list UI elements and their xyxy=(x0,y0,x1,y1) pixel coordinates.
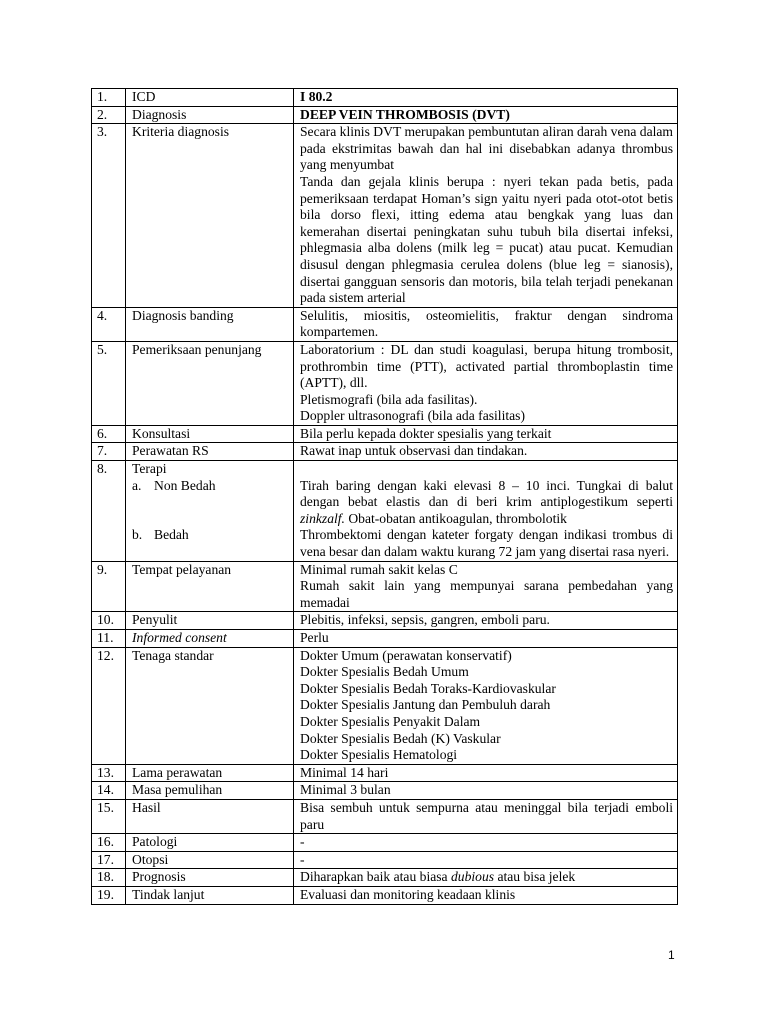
table-row xyxy=(92,834,678,852)
content-paragraph: Secara klinis DVT merupakan pembuntutan aliran darah vena dalam pada ekstrimitas bawah dan hal ini disebabkan adanya thrombus yang menyumbat xyxy=(300,124,673,173)
row-number: 17. xyxy=(92,851,126,869)
table-row-prognosis xyxy=(92,869,678,887)
row-content xyxy=(294,124,678,308)
row-content: Plebitis, infeksi, sepsis, gangren, emboli paru. xyxy=(294,612,678,630)
sub-label: Non Bedah xyxy=(154,477,216,493)
clinical-pathway-table xyxy=(91,88,678,905)
content-line: Dokter Spesialis Bedah (K) Vaskular xyxy=(300,730,501,746)
table-row-terapi xyxy=(92,461,678,562)
table-row xyxy=(92,124,678,308)
row-number: 5. xyxy=(92,341,126,425)
sub-key: b. xyxy=(132,527,143,543)
row-label: Hasil xyxy=(126,799,294,833)
row-number: 6. xyxy=(92,425,126,443)
row-label: Tindak lanjut xyxy=(126,886,294,904)
row-content: Diharapkan baik atau biasa dubious atau bisa jelek xyxy=(294,869,678,887)
content-line: Dokter Spesialis Bedah Toraks-Kardiovaskular xyxy=(300,680,556,696)
table-row xyxy=(92,89,678,107)
row-content xyxy=(294,561,678,612)
row-label: Otopsi xyxy=(126,851,294,869)
row-content: Minimal 3 bulan xyxy=(294,782,678,800)
row-content xyxy=(294,341,678,425)
row-label: Patologi xyxy=(126,834,294,852)
row-number: 12. xyxy=(92,647,126,764)
content-line: Dokter Umum (perawatan konservatif) xyxy=(300,647,512,663)
content-paragraph: Doppler ultrasonografi (bila ada fasilitas) xyxy=(300,408,525,424)
row-label: Tempat pelayanan xyxy=(126,561,294,612)
table-row xyxy=(92,425,678,443)
row-content: - xyxy=(294,851,678,869)
content-line: Dokter Spesialis Jantung dan Pembuluh darah xyxy=(300,697,551,713)
table-row xyxy=(92,764,678,782)
row-number: 10. xyxy=(92,612,126,630)
table-row xyxy=(92,851,678,869)
row-content: Bisa sembuh untuk sempurna atau meninggal bila terjadi emboli paru xyxy=(294,799,678,833)
row-number: 14. xyxy=(92,782,126,800)
row-number: 19. xyxy=(92,886,126,904)
row-content xyxy=(294,461,678,562)
row-content: Evaluasi dan monitoring keadaan klinis xyxy=(294,886,678,904)
sub-label: Bedah xyxy=(154,527,189,543)
row-content: Perlu xyxy=(294,630,678,648)
table-row xyxy=(92,799,678,833)
content-line: Dokter Spesialis Bedah Umum xyxy=(300,664,469,680)
content-paragraph: Tanda dan gejala klinis berupa : nyeri tekan pada betis, pada pemeriksaan terdapat Homan’s sign yaitu nyeri pada otot-otot betis bila dorso flexi, itting edema atau bengkak yang luas dan kemerahan disertai peningkatan suhu tubuh bila disertai infeksi, phlegmasia alba dolens (milk leg = pucat) atau pucat. Kemudian disusul dengan phlegmasia cerulea dolens (blue leg = sianosis), disertai gangguan sensoris dan motoris, bila telah terjadi penekanan pada sistem arterial xyxy=(300,173,673,306)
icd-code: I 80.2 xyxy=(294,89,678,107)
row-label: ICD xyxy=(126,89,294,107)
row-label: Informed consent xyxy=(126,630,294,648)
row-number: 8. xyxy=(92,461,126,562)
row-label: Penyulit xyxy=(126,612,294,630)
content-line: Dokter Spesialis Penyakit Dalam xyxy=(300,713,481,729)
row-label: Kriteria diagnosis xyxy=(126,124,294,308)
row-content: Rawat inap untuk observasi dan tindakan. xyxy=(294,443,678,461)
content-paragraph: Minimal rumah sakit kelas C xyxy=(300,561,458,577)
content-line: Dokter Spesialis Hematologi xyxy=(300,747,458,763)
terapi-sub-a xyxy=(132,478,289,495)
table-row xyxy=(92,647,678,764)
row-label xyxy=(126,461,294,562)
row-number: 4. xyxy=(92,307,126,341)
content-paragraph: Laboratorium : DL dan studi koagulasi, berupa hitung trombosit, prothrombin time (PTT), activated partial thromboplastin time (APTT), dll. xyxy=(300,341,673,391)
row-number: 16. xyxy=(92,834,126,852)
row-label: Konsultasi xyxy=(126,425,294,443)
non-bedah-text: Tirah baring dengan kaki elevasi 8 – 10 inci. Tungkai di balut dengan bebat elastis dan di beri krim antiplogestikum seperti zinkzalf. Obat-obatan antikoagulan, thrombolotik xyxy=(300,477,673,526)
row-label: Diagnosis banding xyxy=(126,307,294,341)
row-label: Lama perawatan xyxy=(126,764,294,782)
row-content: - xyxy=(294,834,678,852)
row-number: 13. xyxy=(92,764,126,782)
content-paragraph: Rumah sakit lain yang mempunyai sarana pembedahan yang memadai xyxy=(300,578,673,610)
row-label: Pemeriksaan penunjang xyxy=(126,341,294,425)
row-content xyxy=(294,647,678,764)
terapi-sub-b xyxy=(132,527,289,544)
row-content: Minimal 14 hari xyxy=(294,764,678,782)
content-paragraph: Pletismografi (bila ada fasilitas). xyxy=(300,391,478,407)
row-number: 9. xyxy=(92,561,126,612)
terapi-label: Terapi xyxy=(132,461,167,477)
row-content: Selulitis, miositis, osteomielitis, fraktur dengan sindroma kompartemen. xyxy=(294,307,678,341)
row-label: Perawatan RS xyxy=(126,443,294,461)
row-label: Prognosis xyxy=(126,869,294,887)
page-number: 1 xyxy=(668,948,675,962)
diagnosis-title: DEEP VEIN THROMBOSIS (DVT) xyxy=(294,106,678,124)
row-number: 2. xyxy=(92,106,126,124)
row-number: 1. xyxy=(92,89,126,107)
row-content: Bila perlu kepada dokter spesialis yang terkait xyxy=(294,425,678,443)
table-row xyxy=(92,307,678,341)
table-row xyxy=(92,630,678,648)
table-row xyxy=(92,443,678,461)
table-row xyxy=(92,341,678,425)
row-label: Masa pemulihan xyxy=(126,782,294,800)
table-row xyxy=(92,561,678,612)
table-row xyxy=(92,106,678,124)
table-row xyxy=(92,886,678,904)
row-number: 7. xyxy=(92,443,126,461)
row-number: 15. xyxy=(92,799,126,833)
row-number: 18. xyxy=(92,869,126,887)
table-row xyxy=(92,782,678,800)
table-row xyxy=(92,612,678,630)
sub-key: a. xyxy=(132,477,142,493)
row-number: 11. xyxy=(92,630,126,648)
row-label: Tenaga standar xyxy=(126,647,294,764)
row-number: 3. xyxy=(92,124,126,308)
bedah-text: Thrombektomi dengan kateter forgaty dengan indikasi trombus di vena besar dan dalam waktu kurang 72 jam yang disertai rasa nyeri. xyxy=(300,527,673,560)
row-label: Diagnosis xyxy=(126,106,294,124)
